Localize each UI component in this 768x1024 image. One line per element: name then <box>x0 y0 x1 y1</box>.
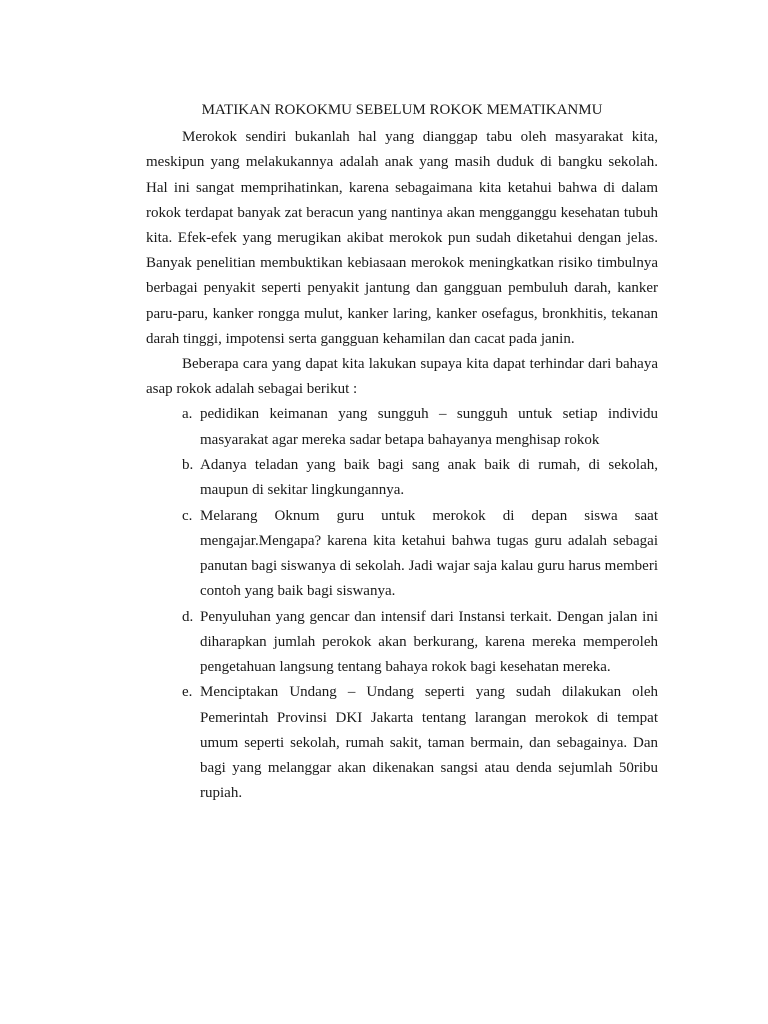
paragraph-ways: Beberapa cara yang dapat kita lakukan supaya kita dapat terhindar dari bahaya asap rokok adalah sebagai berikut : <box>146 356 658 398</box>
list-marker: c. <box>182 507 193 524</box>
list-item <box>182 605 658 681</box>
document-title: MATIKAN ROKOKMU SEBELUM ROKOK MEMATIKANMU <box>201 102 603 118</box>
document-body <box>146 98 658 807</box>
ways-list <box>146 402 658 806</box>
list-marker: d. <box>182 608 194 625</box>
list-marker: a. <box>182 406 193 423</box>
list-marker: e. <box>182 684 193 701</box>
list-item-text: Melarang Oknum guru untuk merokok di depan siswa saat mengajar.Mengapa? karena kita ketahui bahwa tugas guru adalah sebagai panutan bagi siswanya di sekolah. Jadi wajar saja kalau guru harus memberi contoh yang baik bagi siswanya. <box>200 507 658 600</box>
list-item <box>182 453 658 503</box>
list-item <box>182 680 658 806</box>
paragraph-intro: Merokok sendiri bukanlah hal yang dianggap tabu oleh masyarakat kita, meskipun yang melakukannya adalah anak yang masih duduk di bangku sekolah. Hal ini sangat memprihatinkan, karena sebagaimana kita ketahui bahwa di dalam rokok terdapat banyak zat beracun yang nantinya akan mengganggu kesehatan tubuh kita. Efek-efek yang merugikan akibat merokok pun sudah diketahui dengan jelas. Banyak penelitian membuktikan kebiasaan merokok meningkatkan risiko timbulnya berbagai penyakit seperti penyakit jantung dan gangguan pembuluh darah, kanker paru-paru, kanker rongga mulut, kanker laring, kanker osefagus, bronkhitis, tekanan darah tinggi, impotensi serta gangguan kehamilan dan cacat pada janin. <box>146 129 658 347</box>
list-item-text: Menciptakan Undang – Undang seperti yang sudah dilakukan oleh Pemerintah Provinsi DKI Jakarta tentang larangan merokok di tempat umum seperti sekolah, rumah sakit, taman bermain, dan sebagainya. Dan bagi yang melanggar akan dikenakan sangsi atau denda sejumlah 50ribu rupiah. <box>200 684 658 802</box>
list-item <box>182 504 658 605</box>
list-item-text: Adanya teladan yang baik bagi sang anak baik di rumah, di sekolah, maupun di sekitar lingkungannya. <box>200 457 658 499</box>
list-marker: b. <box>182 457 194 474</box>
list-item-text: Penyuluhan yang gencar dan intensif dari Instansi terkait. Dengan jalan ini diharapkan jumlah perokok akan berkurang, karena mereka memperoleh pengetahuan langsung tentang bahaya rokok bagi kesehatan mereka. <box>200 608 658 676</box>
list-item-text: pedidikan keimanan yang sungguh – sungguh untuk setiap individu masyarakat agar mereka sadar betapa bahayanya menghisap rokok <box>200 406 658 448</box>
list-item <box>182 402 658 452</box>
